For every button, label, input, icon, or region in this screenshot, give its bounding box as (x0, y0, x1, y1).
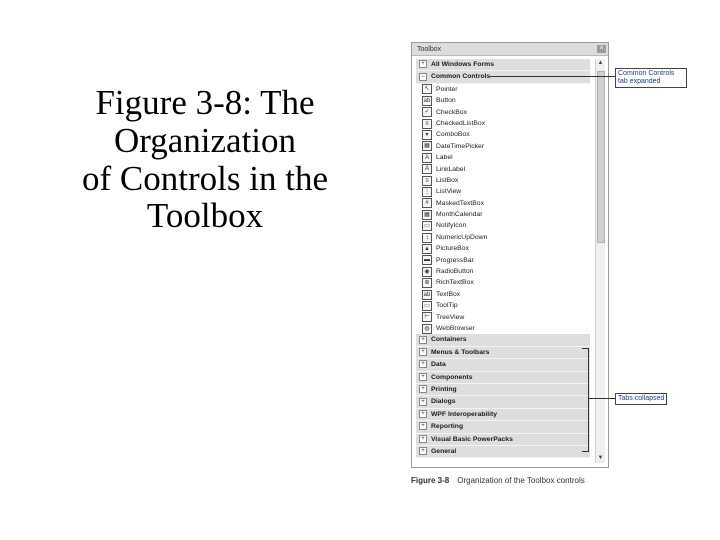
tab-section-label: Containers (431, 336, 467, 344)
tab-section-label: Reporting (431, 423, 464, 431)
toolbox-item-label: ListBox (436, 176, 459, 184)
toolbox-list (416, 59, 590, 463)
slide-title (55, 84, 355, 235)
toolbox-item[interactable] (416, 129, 590, 140)
toolbox-item[interactable] (416, 300, 590, 311)
tab-section-label: WPF Interoperability (431, 410, 498, 418)
toolbox-item-label: NumericUpDown (436, 233, 488, 241)
button-icon: ab (423, 97, 431, 104)
tab-section-label: General (431, 447, 457, 455)
toolbox-item[interactable] (416, 118, 590, 129)
tab-section[interactable] (416, 384, 590, 396)
expand-icon[interactable]: + (419, 447, 427, 455)
tab-section-label: Components (431, 373, 473, 381)
toolbox-titlebar (412, 43, 608, 56)
slide-title-line: Figure 3-8: The (95, 83, 315, 122)
label-icon: A (422, 153, 432, 163)
expand-icon[interactable]: + (419, 60, 427, 68)
tab-section[interactable] (416, 421, 590, 433)
toolbox-item[interactable] (416, 289, 590, 300)
tab-section-label: Dialogs (431, 398, 456, 406)
expand-icon[interactable]: + (419, 385, 427, 393)
expand-icon[interactable]: + (419, 336, 427, 344)
slide-title-line: of Controls in the (82, 158, 328, 198)
richtextbox-icon: ≣ (422, 278, 432, 288)
toolbox-item-label: NotifyIcon (436, 222, 467, 230)
monthcalendar-icon: ▦ (422, 210, 432, 220)
toolbox-item[interactable] (416, 84, 590, 95)
checked-listbox-icon: ≡ (422, 119, 432, 129)
tab-all-windows-forms[interactable]: + All Windows Forms (416, 59, 590, 71)
toolbox-item-label: LinkLabel (436, 165, 466, 173)
expand-icon[interactable]: + (419, 410, 427, 418)
toolbox-item-label: Pointer (436, 85, 458, 93)
tab-common-controls[interactable]: − Common Controls (416, 71, 590, 83)
tooltip-icon: ▭ (422, 301, 432, 311)
toolbox-item-label: TextBox (436, 290, 461, 298)
toolbox-item[interactable] (416, 323, 590, 334)
toolbox-item-label: ToolTip (436, 302, 458, 310)
tab-section-label: Visual Basic PowerPacks (431, 435, 513, 443)
toolbox-item-label: RichTextBox (436, 279, 474, 287)
radiobutton-icon: ◉ (422, 267, 432, 277)
toolbox-item-label: MaskedTextBox (436, 199, 484, 207)
toolbox-title: Toolbox (417, 46, 442, 53)
toolbox-item[interactable] (416, 312, 590, 323)
callout-line (589, 398, 615, 399)
callout-tabs-collapsed: Tabs collapsed (615, 393, 667, 405)
toolbox-item-label: TreeView (436, 313, 465, 321)
toolbox-item[interactable] (416, 175, 590, 186)
textbox-icon: ab (423, 291, 431, 298)
combobox-icon: ▾ (422, 130, 432, 140)
listbox-icon: ≡ (422, 176, 432, 186)
toolbox-item[interactable] (416, 186, 590, 197)
expand-icon[interactable]: + (419, 398, 427, 406)
expand-icon[interactable]: + (419, 360, 427, 368)
toolbox-item-label: DateTimePicker (436, 142, 485, 150)
picturebox-icon: ▲ (422, 244, 432, 254)
scroll-thumb[interactable] (597, 71, 605, 243)
toolbox-item[interactable] (416, 243, 590, 254)
toolbox-item-label: MonthCalendar (436, 211, 483, 219)
datetimepicker-icon: ▦ (422, 141, 432, 151)
tab-section[interactable] (416, 396, 590, 408)
toolbox-item[interactable] (416, 107, 590, 118)
treeview-icon: ⊢ (422, 312, 432, 322)
collapse-icon[interactable]: − (419, 73, 427, 81)
maskedtextbox-icon: # (422, 198, 432, 208)
webbrowser-icon: ◍ (422, 324, 432, 334)
toolbox-item-label: WebBrowser (436, 324, 475, 332)
toolbox-item[interactable] (416, 198, 590, 209)
tab-section[interactable] (416, 359, 590, 371)
scrollbar[interactable] (595, 59, 605, 463)
toolbox-item-label: ProgressBar (436, 256, 474, 264)
tab-section-label: Printing (431, 385, 457, 393)
toolbox-item-label: CheckedListBox (436, 119, 486, 127)
tab-section[interactable] (416, 347, 590, 359)
toolbox-item[interactable] (416, 232, 590, 243)
toolbox-item-label: ListView (436, 188, 462, 196)
toolbox-item-label: RadioButton (436, 268, 474, 276)
notifyicon-icon: ▭ (422, 221, 432, 231)
toolbox-item-label: ComboBox (436, 131, 470, 139)
toolbox-window (411, 42, 609, 468)
toolbox-item[interactable] (416, 95, 590, 106)
expand-icon[interactable]: + (419, 373, 427, 381)
callout-common-controls-expanded: Common Controls tab expanded (615, 68, 687, 88)
toolbox-item[interactable] (416, 152, 590, 163)
toolbox-item[interactable] (416, 266, 590, 277)
expand-icon[interactable]: + (419, 422, 427, 430)
expand-icon[interactable]: + (419, 348, 427, 356)
toolbox-item-label: PictureBox (436, 245, 469, 253)
toolbox-item-label: Button (436, 97, 456, 105)
common-controls-items (416, 84, 590, 335)
pointer-icon: ↖ (422, 84, 432, 94)
tab-section[interactable] (416, 334, 590, 346)
toolbox-item-label: CheckBox (436, 108, 467, 116)
callout-line (490, 76, 615, 77)
toolbox-item[interactable] (416, 277, 590, 288)
tabs-bracket (582, 348, 589, 452)
toolbox-item[interactable] (416, 209, 590, 220)
checkbox-icon: ✓ (422, 107, 432, 117)
caption-number: Figure 3-8 (411, 476, 450, 485)
caption-text: Organization of the Toolbox controls (457, 476, 585, 485)
tab-section-label: Data (431, 361, 446, 369)
tab-section-label: Menus & Toolbars (431, 348, 490, 356)
toolbox-item-label: Label (436, 154, 453, 162)
scroll-up-icon[interactable]: ▲ (597, 60, 604, 66)
collapsed-tabs (416, 334, 590, 458)
toolbox-item[interactable] (416, 255, 590, 266)
tab-section[interactable] (416, 434, 590, 446)
close-icon[interactable]: × (597, 45, 606, 53)
figure-caption (411, 476, 585, 485)
listview-icon: ⋮ (424, 189, 430, 195)
toolbox-item[interactable] (416, 164, 590, 175)
toolbox-item[interactable] (416, 220, 590, 231)
tab-section[interactable] (416, 409, 590, 421)
scroll-down-icon[interactable]: ▼ (597, 455, 604, 461)
progressbar-icon: ▬ (424, 257, 430, 264)
slide-title-line: Organization (113, 120, 297, 160)
toolbox-item[interactable] (416, 141, 590, 152)
tab-section[interactable] (416, 372, 590, 384)
numericupdown-icon: ↕ (422, 233, 432, 243)
linklabel-icon: A (422, 164, 432, 174)
slide-title-line: Toolbox (146, 196, 264, 236)
expand-icon[interactable]: + (419, 435, 427, 443)
tab-section[interactable] (416, 446, 590, 458)
